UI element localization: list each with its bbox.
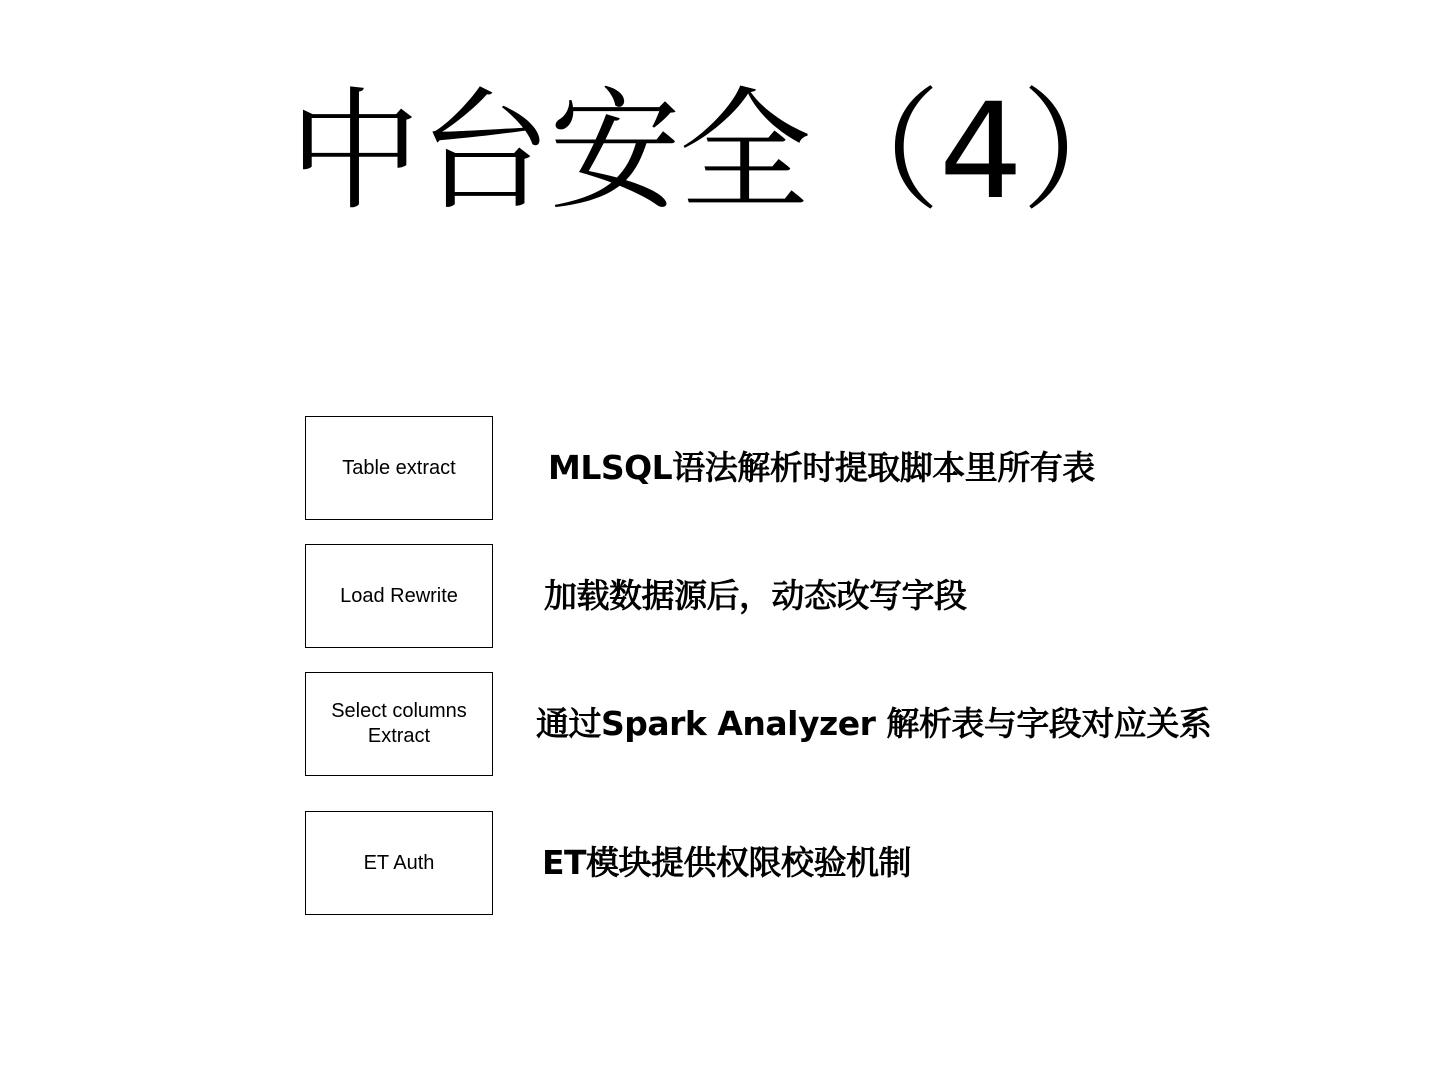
step-box-label: Table extract — [342, 456, 456, 479]
step-description-et-auth: ET模块提供权限校验机制 — [542, 843, 912, 882]
step-box-label: ET Auth — [363, 851, 435, 874]
step-box-et-auth — [305, 811, 493, 915]
step-box-label: Select columns Extract — [331, 700, 467, 747]
step-description-load-rewrite: 加载数据源后，动态改写字段 — [544, 576, 967, 615]
step-box-load-rewrite — [305, 544, 493, 648]
step-box-table-extract — [305, 416, 493, 520]
slide-title: 中台安全（4） — [289, 75, 1151, 229]
step-description-table-extract: MLSQL语法解析时提取脚本里所有表 — [548, 448, 1095, 487]
step-box-select-columns-extract — [305, 672, 493, 776]
step-description-select-columns-extract: 通过Spark Analyzer 解析表与字段对应关系 — [536, 704, 1212, 743]
step-box-label: Load Rewrite — [340, 584, 458, 607]
